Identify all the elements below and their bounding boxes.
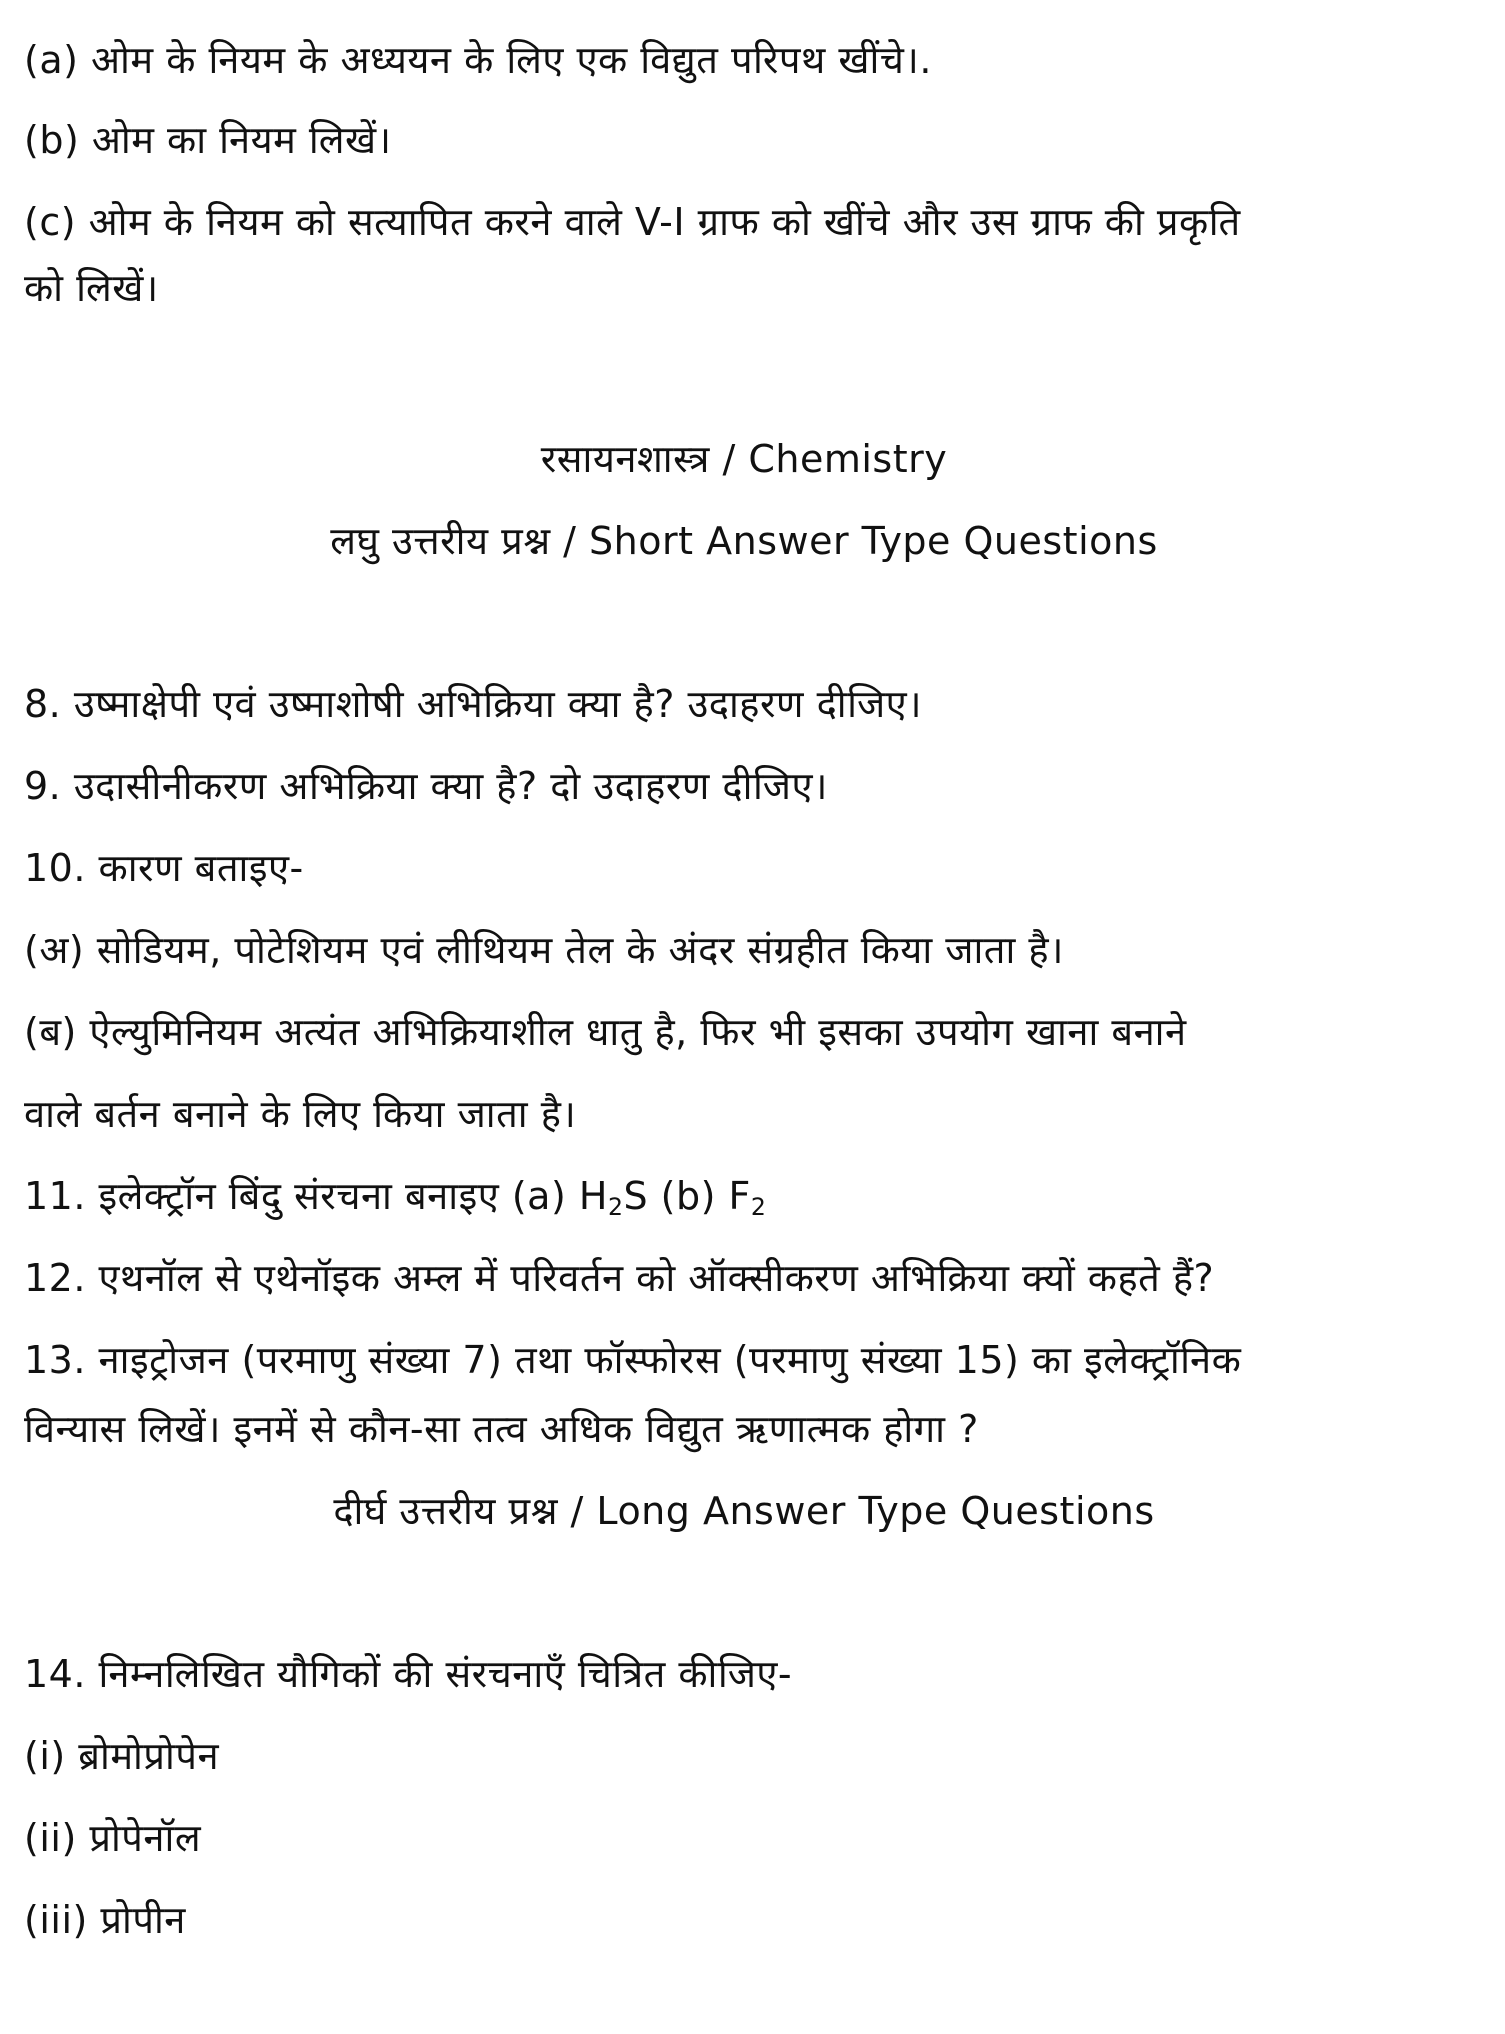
short-answer-heading: लघु उत्तरीय प्रश्न / Short Answer Type Questions [330,519,1158,563]
question-10-b-line2: वाले बर्तन बनाने के लिए किया जाता है। [24,1092,577,1136]
physics-part-a: (a) ओम के नियम के अध्ययन के लिए एक विद्युत परिपथ खींचे।. [24,38,932,82]
physics-part-c-line1: (c) ओम के नियम को सत्यापित करने वाले V-I ग्राफ को खींचे और उस ग्राफ की प्रकृति [24,200,1241,244]
question-10-b-line1: (ब) ऐल्युमिनियम अत्यंत अभिक्रियाशील धातु है, फिर भी इसका उपयोग खाना बनाने [24,1010,1187,1054]
question-14: 14. निम्नलिखित यौगिकों की संरचनाएँ चित्रित कीजिए- [24,1652,793,1696]
long-answer-heading: दीर्घ उत्तरीय प्रश्न / Long Answer Type Questions [333,1489,1155,1533]
question-13-line2: विन्यास लिखें। इनमें से कौन-सा तत्व अधिक विद्युत ऋणात्मक होगा ? [24,1407,979,1451]
question-8: 8. उष्माक्षेपी एवं उष्माशोषी अभिक्रिया क्या है? उदाहरण दीजिए। [24,682,923,726]
physics-part-c-line2: को लिखें। [24,266,159,310]
question-9: 9. उदासीनीकरण अभिक्रिया क्या है? दो उदाहरण दीजिए। [24,764,828,808]
question-10: 10. कारण बताइए- [24,846,304,890]
physics-part-b: (b) ओम का नियम लिखें। [24,118,392,162]
question-14-ii: (ii) प्रोपेनॉल [24,1816,202,1860]
question-11-prefix: 11. इलेक्ट्रॉन बिंदु संरचना बनाइए (a) H [24,1174,608,1218]
question-12: 12. एथनॉल से एथेनॉइक अम्ल में परिवर्तन को ऑक्सीकरण अभिक्रिया क्यों कहते हैं? [24,1256,1215,1300]
question-page [24,0,1464,2034]
question-14-i: (i) ब्रोमोप्रोपेन [24,1734,220,1778]
subscript-2: 2 [607,1192,624,1221]
question-14-iii: (iii) प्रोपीन [24,1898,186,1942]
chemistry-heading: रसायनशास्त्र / Chemistry [540,437,948,481]
question-11 [24,1170,766,1222]
subscript-2: 2 [750,1192,767,1221]
question-13-line1: 13. नाइट्रोजन (परमाणु संख्या 7) तथा फॉस्फोरस (परमाणु संख्या 15) का इलेक्ट्रॉनिक [24,1338,1242,1382]
question-11-mid: S (b) F [623,1174,751,1218]
question-10-a: (अ) सोडियम, पोटेशियम एवं लीथियम तेल के अंदर संग्रहीत किया जाता है। [24,928,1064,972]
